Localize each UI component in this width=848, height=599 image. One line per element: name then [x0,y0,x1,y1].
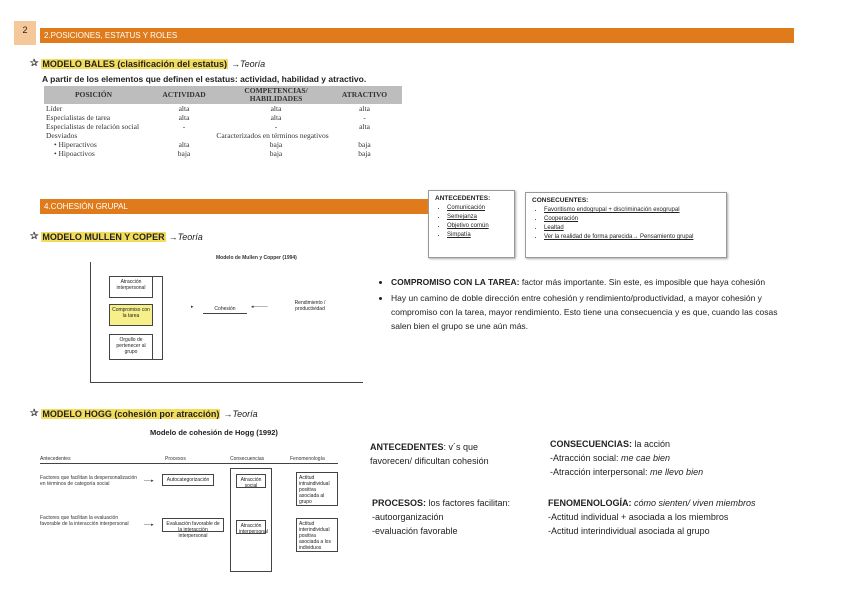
cell: baja [177,149,191,158]
table-row [44,104,402,113]
node-social: Atracción interpersonal [109,276,153,298]
node-cohesion: Cohesión [203,304,247,314]
hogg-title: MODELO HOGG [42,408,112,419]
cell: - [182,122,186,131]
ant-2: Factores que facilitan la evaluación favorable de la interacción interpersonal [40,515,129,527]
cell: alta [359,104,370,113]
cell: Caracterizados en términos negativos [216,131,329,140]
node-pride: Orgullo de pertenecer al grupo [109,334,153,360]
cell: - [274,122,278,131]
diagram-title: Modelo de Mullen y Copper (1994) [216,255,297,261]
node-task: Compromiso con la tarea [109,304,153,326]
bullet-bold: COMPROMISO CON LA TAREA: [391,277,520,287]
cell: alta [178,140,190,149]
bales-title: MODELO BALES [42,58,115,69]
text: me cae bien [621,453,671,463]
list-item: • Ver la realidad de forma parecida→ Pensamiento grupal [544,234,720,240]
pin-icon: ✰ [30,408,39,419]
consecuentes-box [525,192,727,258]
th-competencias: COMPETENCIAS/ HABILIDADES [225,86,327,104]
divider [40,463,338,464]
list-item: • Favoritismo endogrupal + discriminación exogrupal [544,207,720,213]
table-row [44,113,402,122]
box-title: ANTECEDENTES: [435,195,491,202]
arrow-icon: ──▸ [144,522,154,528]
ant-1: Factores que facilitan la despersonalización en términos de categoría social [40,475,137,487]
mullen-title: MODELO MULLEN Y COPER [42,231,165,242]
table-row [44,140,402,149]
table-row [44,122,402,131]
fen-1: Actitud intraindividual positiva asociada al grupo [296,472,338,506]
col-antecedentes: Antecedentes [40,456,71,462]
text: la acción [632,439,671,449]
text: -Atracción interpersonal: [550,467,651,477]
text: : v´s que favorecen/ dificultan cohesión [370,442,489,466]
cons-2: Atracción interpersonal [236,520,266,534]
arrow-right-icon: ▸ [191,304,194,310]
mullen-diagram [90,255,363,383]
cell: • Hiperactivos [54,140,97,149]
hogg-diagram [40,428,340,568]
label: PROCESOS: [372,498,427,508]
section-bar-posiciones [40,28,794,43]
box-title: CONSECUENTES: [532,197,589,204]
hogg-procesos [372,496,542,538]
cell: - [363,113,366,122]
cell: Desviados [46,131,78,140]
bales-theory: →Teoría [230,58,266,69]
table-row [44,149,402,158]
arrow-icon: ──▸ [144,478,154,484]
list-item: • Objetivo común [447,223,508,229]
proc-1: Autocategorización [162,474,214,486]
cell: • Hipoactivos [54,149,95,158]
heading-mullen [30,231,203,242]
bullet-text: factor más importante. Sin este, es imposible que haya cohesión [519,277,766,287]
antecedentes-box [428,190,515,258]
list-item: • Simpatía [447,232,508,238]
cell: alta [178,104,190,113]
page-number: 2 [14,21,36,45]
bracket [153,276,163,360]
text: -evaluación favorable [372,526,458,536]
label: ANTECEDENTES [370,442,444,452]
hogg-antecedentes [370,440,520,468]
section-title: 2.POSICIONES, ESTATUS Y ROLES [44,31,178,40]
bales-table [44,86,402,158]
diagram-title: Modelo de cohesión de Hogg (1992) [150,428,278,437]
hogg-consecuencias [550,437,810,479]
section-bar-cohesion [40,199,430,214]
list-item: • Semejanza [447,214,508,220]
bales-subtitle: (clasificación del estatus) [117,58,227,69]
text: me llevo bien [650,467,704,477]
cell: alta [270,113,282,122]
list-item [391,275,793,289]
pin-icon: ✰ [30,231,39,242]
mullen-bullets [375,275,793,335]
text: cómo sienten/ viven miembros [631,498,756,508]
th-atractivo: ATRACTIVO [327,86,402,104]
cell: alta [359,122,370,131]
pin-icon: ✰ [30,58,39,69]
text: -Actitud interindividual asociada al grupo [548,526,710,536]
cell: baja [269,140,283,149]
label: FENOMENOLOGÍA: [548,498,632,508]
fen-2: Actitud interindividual positiva asociada a los individuos [296,518,338,552]
cons-1: Atracción social [236,474,266,488]
cell: Líder [46,104,63,113]
hogg-fenomenologia [548,496,828,538]
node-performance: Rendimiento / productividad [287,298,333,316]
label: CONSECUENCIAS: [550,439,633,449]
list-item: • Lealtad [544,225,720,231]
th-actividad: ACTIVIDAD [143,86,225,104]
text: los factores facilitan: [426,498,511,508]
heading-hogg [30,408,258,419]
text: -autoorganización [372,512,444,522]
th-posicion: POSICIÓN [44,86,143,104]
cell: alta [270,104,282,113]
cell: baja [358,140,371,149]
cell: baja [358,149,371,158]
cell: Especialistas de tarea [46,113,111,122]
bales-intro: A partir de los elementos que definen el estatus: actividad, habilidad y atractivo. [42,74,367,84]
arrow-left-icon: ◂──── [251,304,268,310]
heading-bales [30,58,265,69]
col-fenomenologia: Fenomenología [290,456,325,462]
col-consecuencias: Consecuencias [230,456,265,462]
cell: baja [269,149,283,158]
list-item: • Cooperación [544,216,720,222]
hogg-theory: →Teoría [223,408,258,419]
mullen-theory: →Teoría [168,231,203,242]
list-item: • Comunicación [447,205,508,211]
proc-2: Evaluación favorable de la interacción interpersonal [162,518,224,532]
col-procesos: Procesos [165,456,186,462]
hogg-subtitle: (cohesión por atracción) [114,408,220,419]
cell: Especialistas de relación social [46,122,140,131]
table-row [44,131,402,140]
cell: alta [178,113,190,122]
text: -Actitud individual + asociada a los miembros [548,512,729,522]
section-title: 4.COHESIÓN GRUPAL [44,202,128,211]
bullet-text: Hay un camino de doble dirección entre cohesión y rendimiento/productividad, a mayor cohesión y compromiso con la tarea, mayor rendimiento. Esto tiene una consecuencia y es que, cuando las cosas salen bien el grupo se une aún más. [391,293,778,331]
list-item [391,291,793,333]
text: -Atracción social: [550,453,622,463]
